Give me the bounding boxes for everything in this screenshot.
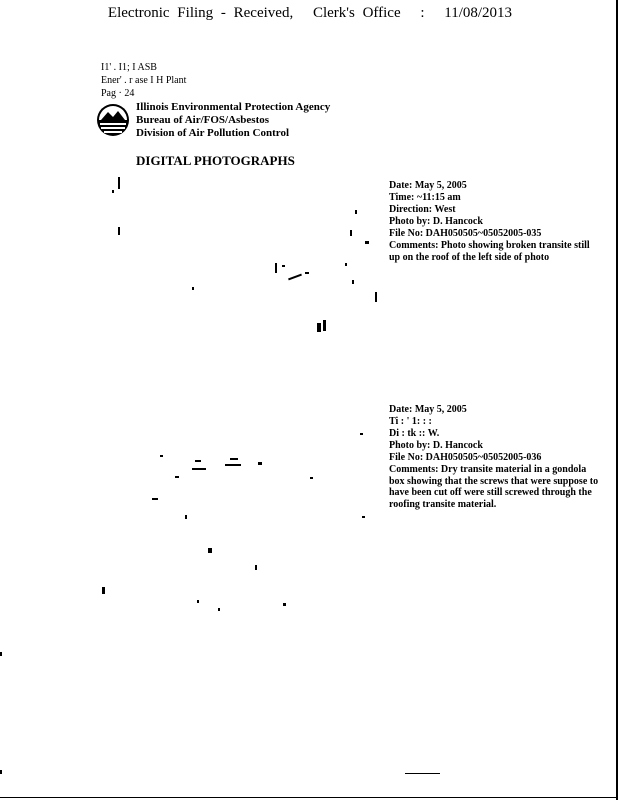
photo-1-direction: Direction: West [389, 204, 456, 215]
agency-division: Division of Air Pollution Control [136, 127, 290, 139]
agency-bureau: Bureau of Air/FOS/Asbestos [136, 114, 270, 126]
reference-line-2: Ener' . r ase I H Plant [101, 75, 187, 86]
clerk-office: Clerk's Office [312, 5, 401, 21]
photo-2-details [389, 404, 601, 510]
photo-2-time: Ti : ' 1: : : [389, 416, 432, 427]
scan-speck [0, 770, 2, 774]
photo-2-date: Date: May 5, 2005 [389, 404, 467, 415]
photo-2-direction: Di : tk :: W. [389, 428, 440, 439]
photo-1-file-no: File No: DAH050505~05052005-035 [389, 228, 542, 239]
header-separator: : [420, 5, 425, 21]
photo-1-image [100, 175, 382, 345]
document-title: DIGITAL PHOTOGRAPHS [136, 153, 295, 168]
agency-name: Illinois Environmental Protection Agency [136, 101, 331, 113]
photo-2-image [100, 410, 382, 620]
reference-page: Pag · 24 [101, 88, 135, 99]
filing-status: Electronic Filing - Received, [107, 5, 294, 21]
page-edge-bottom [0, 797, 618, 798]
scan-speck [0, 652, 2, 656]
reference-line-1: I1' . I1; I ASB [101, 62, 157, 73]
illinois-epa-logo-icon [96, 103, 130, 137]
photo-1-date: Date: May 5, 2005 [389, 180, 467, 191]
photo-1-comments: Comments: Photo showing broken transite still up on the roof of the left side of photo [389, 240, 590, 263]
photo-1-details [389, 180, 601, 263]
footer-rule [405, 773, 440, 774]
filing-date: 11/08/2013 [444, 5, 513, 21]
photo-2-file-no: File No: DAH050505~05052005-036 [389, 452, 542, 463]
photo-1-time: Time: ~11:15 am [389, 192, 461, 203]
page-edge-right [616, 0, 618, 800]
photo-2-comments: Comments: Dry transite material in a gondola box showing that the screws that were suppose to have been cut off were still screwed through the roofing transite material. [389, 464, 599, 510]
filing-header [0, 5, 620, 22]
photo-1-photographer: Photo by: D. Hancock [389, 216, 483, 227]
photo-2-photographer: Photo by: D. Hancock [389, 440, 483, 451]
